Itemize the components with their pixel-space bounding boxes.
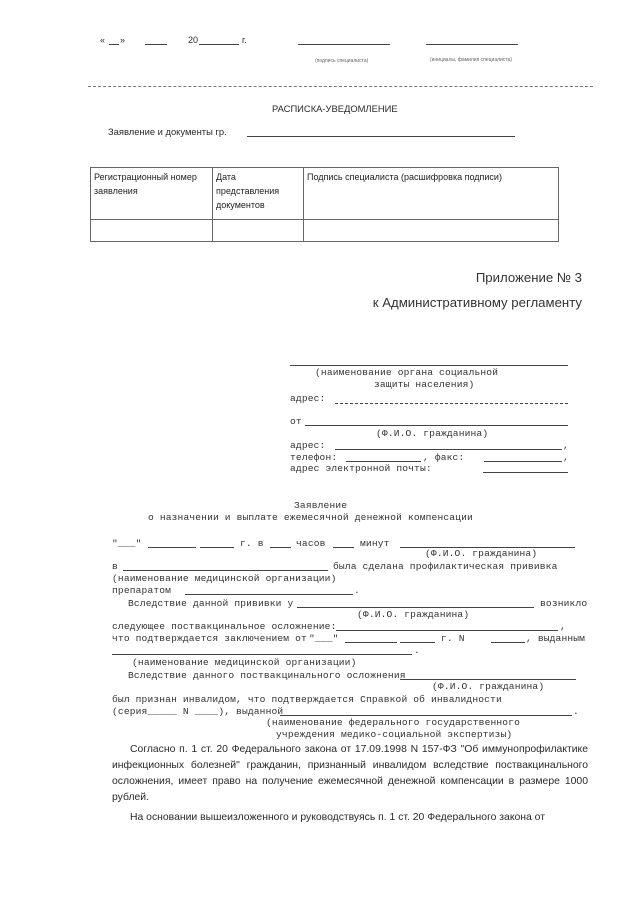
complication-line <box>336 630 558 631</box>
issued-label: , выданным <box>526 633 586 644</box>
year-in-label: г. в <box>240 538 264 549</box>
conclusion-month-line <box>345 642 397 643</box>
fax-label: , факс: <box>423 452 465 463</box>
year-prefix: 20 <box>188 35 199 45</box>
organ-address-line <box>335 403 568 404</box>
from-label: от <box>290 416 302 427</box>
specialist-signature-caption: (подпись специалиста) <box>315 58 369 64</box>
hours-label: часов <box>296 538 326 549</box>
date-quote-close: » <box>120 35 126 45</box>
med-org-caption-1: (наименование медицинской организации) <box>112 573 337 584</box>
mse-line <box>280 715 572 716</box>
vaccination-text: была сделана профилактическая прививка <box>333 561 558 572</box>
disability-confirmed: был признан инвалидом, что подтверждается Справкой об инвалидности <box>112 694 502 705</box>
date-year-blank <box>200 547 234 548</box>
complication-label: следующее поствакцинальное осложнение: <box>112 621 337 632</box>
conclusion-quote: "___" <box>309 633 339 644</box>
complication-intro: Вследствие данной прививки у <box>128 598 294 609</box>
specialist-name-line <box>426 44 518 45</box>
conclusion-year-line <box>400 642 435 643</box>
date-quote: "___" <box>112 538 142 549</box>
date-day-blank <box>109 44 119 45</box>
arose-label: возникло <box>540 598 588 609</box>
fax-line <box>484 461 562 462</box>
application-title: Заявление <box>294 500 348 511</box>
fio-caption-2: (Ф.И.О. гражданина) <box>357 609 470 620</box>
basis-paragraph: На основании вышеизложенного и руководствуясь п. 1 ст. 20 Федерального закона от <box>130 812 545 823</box>
mse-caption-1: (наименование федерального государственного <box>266 717 521 728</box>
citizen-name-line-3 <box>400 679 576 680</box>
date-month-blank-2 <box>148 547 196 548</box>
citizen-address-label: адрес: <box>290 440 326 451</box>
signature-header: Подпись специалиста (расшифровка подписи) <box>304 168 559 220</box>
conclusion-year-label: г. N <box>441 633 465 644</box>
appendix-subtitle: к Административному регламенту <box>372 295 582 310</box>
citizen-address-line <box>335 449 562 450</box>
application-subtitle: о назначении и выплате ежемесячной денежной компенсации <box>148 512 473 523</box>
med-org-line-1 <box>123 570 328 571</box>
registration-table <box>90 167 559 242</box>
certificate-series: (серия_____ N ____), выданной <box>112 706 284 717</box>
conclusion-number-line <box>491 642 525 643</box>
period-mark-3: . <box>573 706 579 717</box>
appendix-title: Приложение № 3 <box>475 270 582 285</box>
reg-number-header: Регистрационный номер заявления <box>91 168 213 220</box>
comma-mark-3: , <box>560 621 566 632</box>
organ-caption-1: (наименование органа социальной <box>315 367 499 378</box>
date-cell <box>213 220 304 242</box>
hours-blank <box>270 547 291 548</box>
signature-cell <box>304 220 559 242</box>
period-mark-2: . <box>414 645 420 656</box>
organ-line <box>290 365 568 366</box>
period-mark: . <box>354 585 360 596</box>
phone-line <box>346 461 421 462</box>
organ-address-label: адрес: <box>290 393 326 404</box>
receipt-title: РАСПИСКА-УВЕДОМЛЕНИЕ <box>272 103 398 114</box>
minutes-label: минут <box>360 538 390 549</box>
date-header: Дата представления документов <box>213 168 304 220</box>
email-label: адрес электронной почты: <box>290 463 432 474</box>
mse-caption-2: учреждения медико-социальной экспертизы) <box>276 729 513 740</box>
year-blank <box>199 44 239 45</box>
reg-number-cell <box>91 220 213 242</box>
minutes-blank <box>333 547 354 548</box>
receipt-intro: Заявление и документы гр. <box>108 126 227 137</box>
preparat-line <box>185 594 353 595</box>
med-org-caption-2: (наименование медицинской организации) <box>132 657 357 668</box>
year-suffix: г. <box>242 35 247 45</box>
date-quote-open: « <box>100 35 106 45</box>
cut-line <box>88 86 593 87</box>
specialist-name-caption: (инициалы, фамилия специалиста) <box>430 57 512 63</box>
organ-caption-2: защиты населения) <box>374 379 475 390</box>
comma-mark-2: , <box>563 452 569 463</box>
date-month-blank <box>145 44 167 45</box>
citizen-name-line-2 <box>297 607 534 608</box>
in-label: в <box>112 561 118 572</box>
fio-caption-3: (Ф.И.О. гражданина) <box>432 681 545 692</box>
applicant-name-line <box>247 136 515 137</box>
from-line <box>305 425 568 426</box>
phone-label: телефон: <box>290 452 338 463</box>
specialist-signature-line <box>298 44 390 45</box>
med-org-line-2 <box>112 654 412 655</box>
confirmed-label: что подтверждается заключением от <box>112 633 307 644</box>
law-paragraph: Согласно п. 1 ст. 20 Федерального закона от 17.09.1998 N 157-ФЗ "Об иммунопрофилактике инфекционных болезней" гражданин, признанный инвалидом вследствие поствакцинального осложнения, имеет право на получение ежемесячной денежной компенсации в размере 1000 рублей. <box>112 744 588 803</box>
comma-mark: , <box>563 440 569 451</box>
preparat-label: препаратом <box>112 585 172 596</box>
disability-intro: Вследствие данного поствакцинального осложнения <box>128 670 406 681</box>
email-line <box>483 472 568 473</box>
from-fio-caption: (Ф.И.О. гражданина) <box>376 428 489 439</box>
fio-caption-1: (Ф.И.О. гражданина) <box>425 548 538 559</box>
